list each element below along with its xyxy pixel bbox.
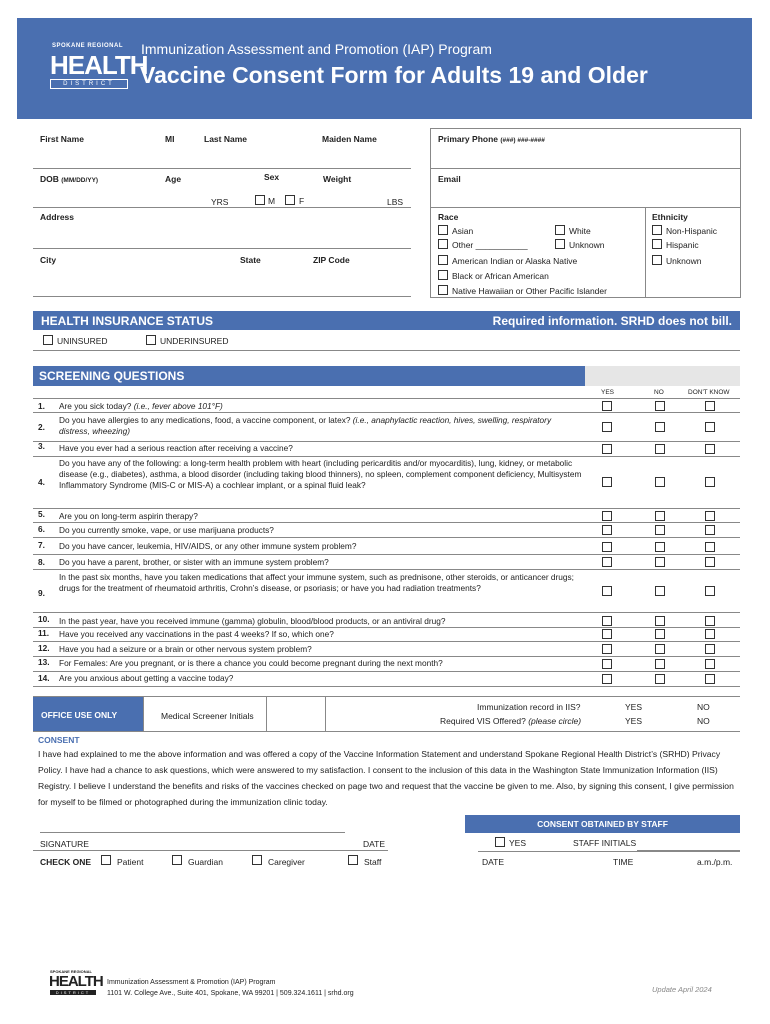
sex-m-label: M	[268, 196, 276, 206]
iis-label: Immunization record in IIS?	[477, 702, 581, 712]
question-13-no-checkbox[interactable]	[655, 659, 665, 669]
question-text: Are you sick today? (i.e., fever above 101°F)	[59, 401, 223, 411]
question-row-divider	[33, 627, 740, 628]
first-name-label: First Name	[40, 134, 84, 144]
question-number: 1.	[38, 401, 45, 411]
question-8-dont-know-checkbox[interactable]	[705, 557, 715, 567]
question-row-divider	[33, 671, 740, 672]
question-12-no-checkbox[interactable]	[655, 644, 665, 654]
question-number: 5.	[38, 509, 45, 519]
uninsured-label: UNINSURED	[57, 336, 108, 346]
question-number: 6.	[38, 524, 45, 534]
ethnicity-unknown-label: Unknown	[666, 256, 702, 266]
program-name: Immunization Assessment and Promotion (IAP) Program	[141, 41, 492, 57]
questions-top-divider	[33, 398, 740, 399]
consent-title: CONSENT	[38, 735, 80, 745]
question-13-yes-checkbox[interactable]	[602, 659, 612, 669]
state-label: State	[240, 255, 261, 265]
office-use-bar	[33, 697, 143, 731]
ethnicity-non-hispanic-label: Non-Hispanic	[666, 226, 718, 236]
question-12-yes-checkbox[interactable]	[602, 644, 612, 654]
dob-label: DOB (MM/DD/YY)	[40, 174, 99, 184]
underinsured-checkbox[interactable]	[146, 335, 156, 345]
maiden-name-label: Maiden Name	[322, 134, 377, 144]
question-row-divider	[33, 554, 740, 555]
question-text: Are you on long-term aspirin therapy?	[59, 511, 198, 521]
question-number: 2.	[38, 422, 45, 432]
question-8-no-checkbox[interactable]	[655, 557, 665, 567]
question-10-yes-checkbox[interactable]	[602, 616, 612, 626]
guardian-checkbox[interactable]	[172, 855, 182, 865]
vis-yes[interactable]: YES	[625, 716, 643, 726]
question-5-no-checkbox[interactable]	[655, 511, 665, 521]
question-11-yes-checkbox[interactable]	[602, 629, 612, 639]
question-number: 12.	[38, 643, 50, 653]
staff-date-label: DATE	[482, 857, 505, 867]
caregiver-checkbox[interactable]	[252, 855, 262, 865]
race-unknown-checkbox[interactable]	[555, 239, 565, 249]
age-label: Age	[165, 174, 182, 184]
uninsured-checkbox[interactable]	[43, 335, 53, 345]
staff-time-label: TIME	[613, 857, 634, 867]
screening-bar	[33, 366, 585, 386]
question-number: 11.	[38, 628, 50, 638]
guardian-label: Guardian	[188, 857, 223, 867]
city-label: City	[40, 255, 57, 265]
question-number: 8.	[38, 557, 45, 567]
question-3-dont-know-checkbox[interactable]	[705, 444, 715, 454]
question-text: Do you have a parent, brother, or sister with an immune system problem?	[59, 557, 329, 567]
question-row-divider	[33, 508, 740, 509]
race-label: Race	[438, 212, 459, 222]
footer-program: Immunization Assessment & Promotion (IAP) Program	[107, 979, 276, 986]
question-2-dont-know-checkbox[interactable]	[705, 422, 715, 432]
question-number: 14.	[38, 673, 50, 683]
question-text: Do you have any of the following: a long-term health problem with heart (including pericarditis and/or myocarditis), lung, kidney, or metabolic disease (e.g., diabetes), asthma, a blood disorder (including taking blood thinners), no spleen, complement component deficiency, Multisystem Inflammatory Syndrome (MIS-C or MIS-A) a cochlear implant, or a spinal fluid leak?	[59, 458, 582, 490]
sex-f-label: F	[299, 196, 305, 206]
question-text: In the past year, have you received immune (gamma) globulin, blood/blood products, or an antiviral drug?	[59, 616, 446, 626]
question-row-divider	[33, 412, 740, 413]
race-other-label: Other ___________	[452, 240, 528, 250]
question-4-yes-checkbox[interactable]	[602, 477, 612, 487]
question-row-divider	[33, 441, 740, 442]
question-2-yes-checkbox[interactable]	[602, 422, 612, 432]
question-9-yes-checkbox[interactable]	[602, 586, 612, 596]
last-name-label: Last Name	[204, 134, 247, 144]
question-10-dont-know-checkbox[interactable]	[705, 616, 715, 626]
form-title: Vaccine Consent Form for Adults 19 and Older	[140, 62, 648, 88]
question-row-divider	[33, 686, 740, 687]
staff-label: Staff	[364, 857, 382, 867]
question-text: Do you currently smoke, vape, or use marijuana products?	[59, 525, 274, 535]
ethnicity-hispanic-label: Hispanic	[666, 240, 699, 250]
race-white-checkbox[interactable]	[555, 225, 565, 235]
question-11-no-checkbox[interactable]	[655, 629, 665, 639]
screening-col-no: NO	[654, 389, 664, 396]
question-1-yes-checkbox[interactable]	[602, 401, 612, 411]
question-number: 7.	[38, 540, 45, 550]
question-5-yes-checkbox[interactable]	[602, 511, 612, 521]
question-text: Do you have cancer, leukemia, HIV/AIDS, or any other immune system problem?	[59, 541, 357, 551]
question-6-yes-checkbox[interactable]	[602, 525, 612, 535]
ethnicity-hispanic-checkbox[interactable]	[652, 239, 662, 249]
caregiver-label: Caregiver	[268, 857, 305, 867]
question-row-divider	[33, 522, 740, 523]
signature-label: SIGNATURE	[40, 839, 89, 849]
race-hawaiian-checkbox[interactable]	[438, 285, 448, 295]
question-4-dont-know-checkbox[interactable]	[705, 477, 715, 487]
question-3-yes-checkbox[interactable]	[602, 444, 612, 454]
date-label: DATE	[363, 839, 386, 849]
question-row-divider	[33, 456, 740, 457]
zip-label: ZIP Code	[313, 255, 350, 265]
insurance-bar	[33, 311, 740, 330]
question-text: Are you anxious about getting a vaccine today?	[59, 673, 234, 683]
patient-checkbox[interactable]	[101, 855, 111, 865]
question-11-dont-know-checkbox[interactable]	[705, 629, 715, 639]
iis-yes[interactable]: YES	[625, 702, 643, 712]
question-text: Have you ever had a serious reaction after receiving a vaccine?	[59, 443, 293, 453]
question-7-no-checkbox[interactable]	[655, 542, 665, 552]
question-10-no-checkbox[interactable]	[655, 616, 665, 626]
logo-top-text: SPOKANE REGIONAL	[52, 43, 124, 49]
race-other-checkbox[interactable]	[438, 239, 448, 249]
screening-header-fill	[585, 366, 740, 386]
weight-label: Weight	[323, 174, 352, 184]
race-asian-checkbox[interactable]	[438, 225, 448, 235]
staff-initials-label: STAFF INITIALS	[573, 838, 637, 848]
question-text: Have you received any vaccinations in the past 4 weeks? If so, which one?	[59, 629, 334, 639]
insurance-title: HEALTH INSURANCE STATUS	[41, 314, 213, 328]
question-4-no-checkbox[interactable]	[655, 477, 665, 487]
screener-initials-label: Medical Screener Initials	[161, 711, 254, 721]
insurance-note: Required information. SRHD does not bill.	[492, 314, 732, 328]
logo-main-text: HEALTH	[50, 50, 148, 80]
question-number: 3.	[38, 441, 45, 451]
iis-no[interactable]: NO	[697, 702, 710, 712]
screening-title: SCREENING QUESTIONS	[39, 369, 185, 383]
footer-update: Update April 2024	[652, 985, 712, 994]
question-row-divider	[33, 537, 740, 538]
question-1-no-checkbox[interactable]	[655, 401, 665, 411]
consent-obtained-bar	[465, 815, 740, 833]
screening-col-yes: YES	[601, 389, 615, 396]
race-hawaiian-label: Native Hawaiian or Other Pacific Islander	[452, 286, 607, 296]
staff-yes-label: YES	[509, 838, 527, 848]
email-label: Email	[438, 174, 461, 184]
primary-phone-label: Primary Phone (###) ###-####	[438, 134, 545, 144]
underinsured-label: UNDERINSURED	[160, 336, 229, 346]
ethnicity-unknown-checkbox[interactable]	[652, 255, 662, 265]
logo-bottom-text: DISTRICT	[50, 79, 128, 89]
patient-label: Patient	[117, 857, 144, 867]
address-label: Address	[40, 212, 75, 222]
vis-label: Required VIS Offered? (please circle)	[440, 716, 582, 726]
race-black-label: Black or African American	[452, 271, 549, 281]
question-6-no-checkbox[interactable]	[655, 525, 665, 535]
question-12-dont-know-checkbox[interactable]	[705, 644, 715, 654]
yrs-label: YRS	[211, 197, 229, 207]
question-14-dont-know-checkbox[interactable]	[705, 674, 715, 684]
consent-text: I have had explained to me the above information and was offered a copy of the Vaccine Information Statement and understand Spokane Regional Health District’s (SRHD) Privacy Policy. I have had a chance to ask questions, which were answered to my satisfaction. I consent to the inclusion of this data in the Washington State Immunization Information (IIS) Registry. I believe I understand the benefits and risks of the vaccines checked on page two and request that the vaccine be given to me. Also, by signing this consent, I give permission for myself to be filmed or photographed during the immunization clinic today.	[38, 749, 734, 807]
consent-obtained-label: CONSENT OBTAINED BY STAFF	[537, 819, 668, 829]
ampm-label: a.m./p.m.	[697, 857, 733, 867]
question-row-divider	[33, 641, 740, 642]
race-american-indian-checkbox[interactable]	[438, 255, 448, 265]
question-row-divider	[33, 569, 740, 570]
vis-no[interactable]: NO	[697, 716, 710, 726]
question-number: 4.	[38, 477, 45, 487]
question-6-dont-know-checkbox[interactable]	[705, 525, 715, 535]
mi-label: MI	[165, 134, 175, 144]
race-asian-label: Asian	[452, 226, 474, 236]
question-8-yes-checkbox[interactable]	[602, 557, 612, 567]
footer-logo: SPOKANE REGIONAL HEALTH DISTRICT	[49, 969, 103, 995]
question-row-divider	[33, 612, 740, 613]
question-text: Do you have allergies to any medications, food, a vaccine component, or latex? (i.e., anaphylactic reaction, hives, swelling, respiratory distress, wheezing)	[59, 415, 552, 436]
question-1-dont-know-checkbox[interactable]	[705, 401, 715, 411]
question-text: For Females: Are you pregnant, or is there a chance you could become pregnant during the next month?	[59, 658, 443, 668]
question-number: 13.	[38, 657, 50, 667]
srhd-logo	[50, 37, 148, 93]
staff-yes-checkbox[interactable]	[495, 837, 505, 847]
race-american-indian-label: American Indian or Alaska Native	[452, 256, 578, 266]
question-14-yes-checkbox[interactable]	[602, 674, 612, 684]
question-number: 9.	[38, 588, 45, 598]
screening-col-dont-know: DON'T KNOW	[688, 389, 730, 396]
sex-label: Sex	[264, 172, 280, 182]
question-5-dont-know-checkbox[interactable]	[705, 511, 715, 521]
race-white-label: White	[569, 226, 591, 236]
question-9-dont-know-checkbox[interactable]	[705, 586, 715, 596]
question-text: Have you had a seizure or a brain or other nervous system problem?	[59, 644, 312, 654]
question-14-no-checkbox[interactable]	[655, 674, 665, 684]
race-unknown-label: Unknown	[569, 240, 605, 250]
race-black-checkbox[interactable]	[438, 270, 448, 280]
question-text: In the past six months, have you taken medications that affect your immune system, such as prednisone, other steroids, or anticancer drugs; drugs for the treatment of rheumatoid arthritis, Crohn’s disease, or psoriasis; or have you had radiation treatments?	[59, 572, 574, 593]
question-2-no-checkbox[interactable]	[655, 422, 665, 432]
ethnicity-label: Ethnicity	[652, 212, 688, 222]
question-13-dont-know-checkbox[interactable]	[705, 659, 715, 669]
question-row-divider	[33, 656, 740, 657]
question-7-dont-know-checkbox[interactable]	[705, 542, 715, 552]
question-7-yes-checkbox[interactable]	[602, 542, 612, 552]
sex-f-checkbox[interactable]	[285, 195, 295, 205]
sex-m-checkbox[interactable]	[255, 195, 265, 205]
check-one-label: CHECK ONE	[40, 857, 92, 867]
footer-address: 1101 W. College Ave., Suite 401, Spokane, WA 99201 | 509.324.1611 | srhd.org	[107, 990, 354, 997]
question-number: 10.	[38, 614, 50, 624]
office-use-label: OFFICE USE ONLY	[41, 710, 118, 720]
question-9-no-checkbox[interactable]	[655, 586, 665, 596]
lbs-label: LBS	[387, 197, 404, 207]
question-3-no-checkbox[interactable]	[655, 444, 665, 454]
ethnicity-non-hispanic-checkbox[interactable]	[652, 225, 662, 235]
staff-checkbox[interactable]	[348, 855, 358, 865]
